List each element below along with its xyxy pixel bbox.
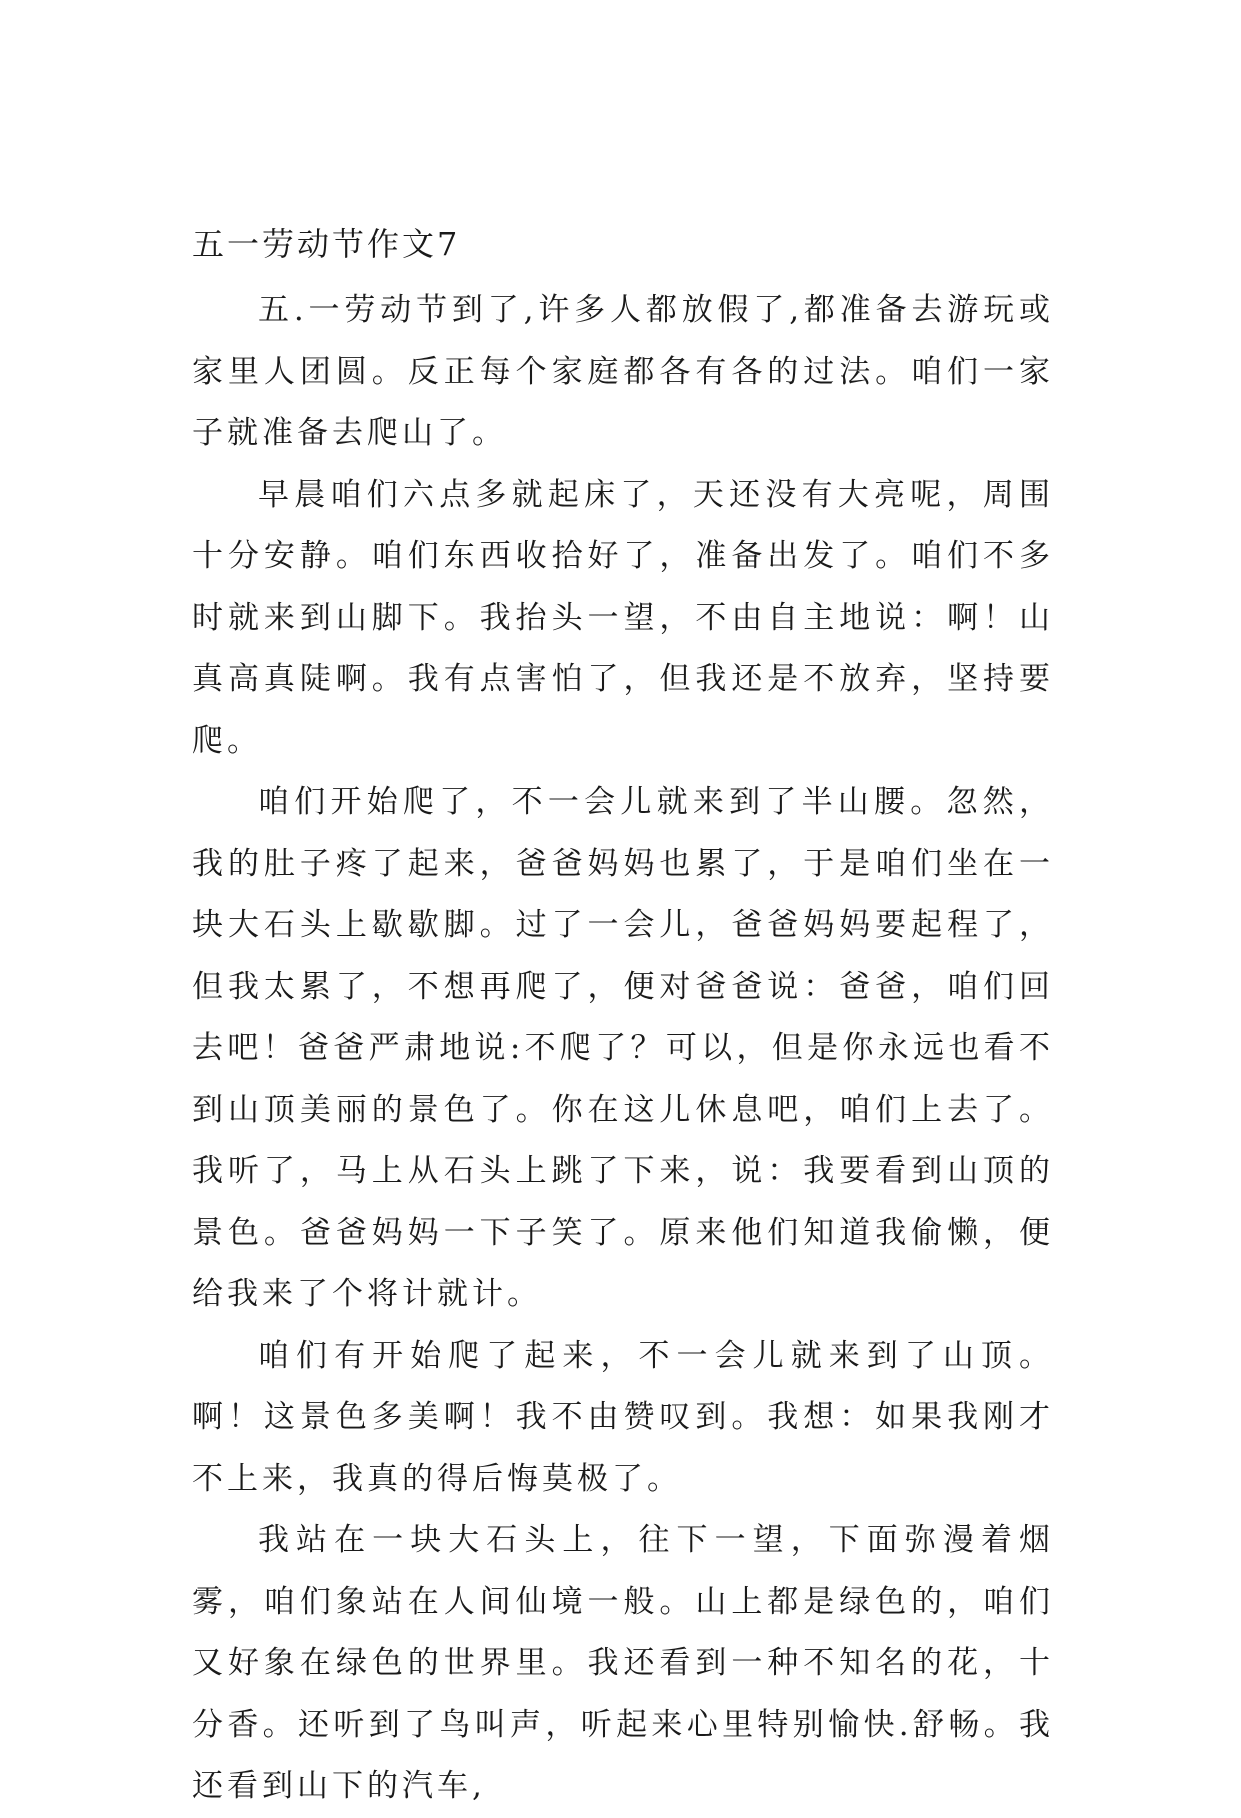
paragraph-2: 早晨咱们六点多就起床了，天还没有大亮呢，周围十分安静。咱们东西收拾好了，准备出发了。咱们不多时就来到山脚下。我抬头一望，不由自主地说：啊！山真高真陡啊。我有点害怕了，但我还是不放弃，坚持要爬。 (192, 476, 1054, 759)
paragraph-3: 咱们开始爬了，不一会儿就来到了半山腰。忽然，我的肚子疼了起来，爸爸妈妈也累了，于是咱们坐在一块大石头上歇歇脚。过了一会儿，爸爸妈妈要起程了，但我太累了，不想再爬了，便对爸爸说：爸爸，咱们回去吧！爸爸严肃地说:不爬了？可以，但是你永远也看不到山顶美丽的景色了。你在这儿休息吧，咱们上去了。我听了，马上从石头上跳了下来，说：我要看到山顶的景色。爸爸妈妈一下子笑了。原来他们知道我偷懒，便给我来了个将计就计。 (192, 784, 1054, 1312)
paragraph-4: 咱们有开始爬了起来，不一会儿就来到了山顶。啊！这景色多美啊！我不由赞叹到。我想：如果我刚才不上来，我真的得后悔莫极了。 (192, 1337, 1054, 1497)
document-title: 五一劳动节作文7 (192, 225, 461, 263)
document-page (192, 224, 1054, 1818)
paragraph-5: 我站在一块大石头上，往下一望，下面弥漫着烟雾，咱们象站在人间仙境一般。山上都是绿色的，咱们又好象在绿色的世界里。我还看到一种不知名的花，十分香。还听到了鸟叫声，听起来心里特别愉快.舒畅。我还看到山下的汽车, (192, 1522, 1054, 1804)
paragraph-1: 五.一劳动节到了,许多人都放假了,都准备去游玩或家里人团圆。反正每个家庭都各有各的过法。咱们一家子就准备去爬山了。 (192, 292, 1054, 451)
